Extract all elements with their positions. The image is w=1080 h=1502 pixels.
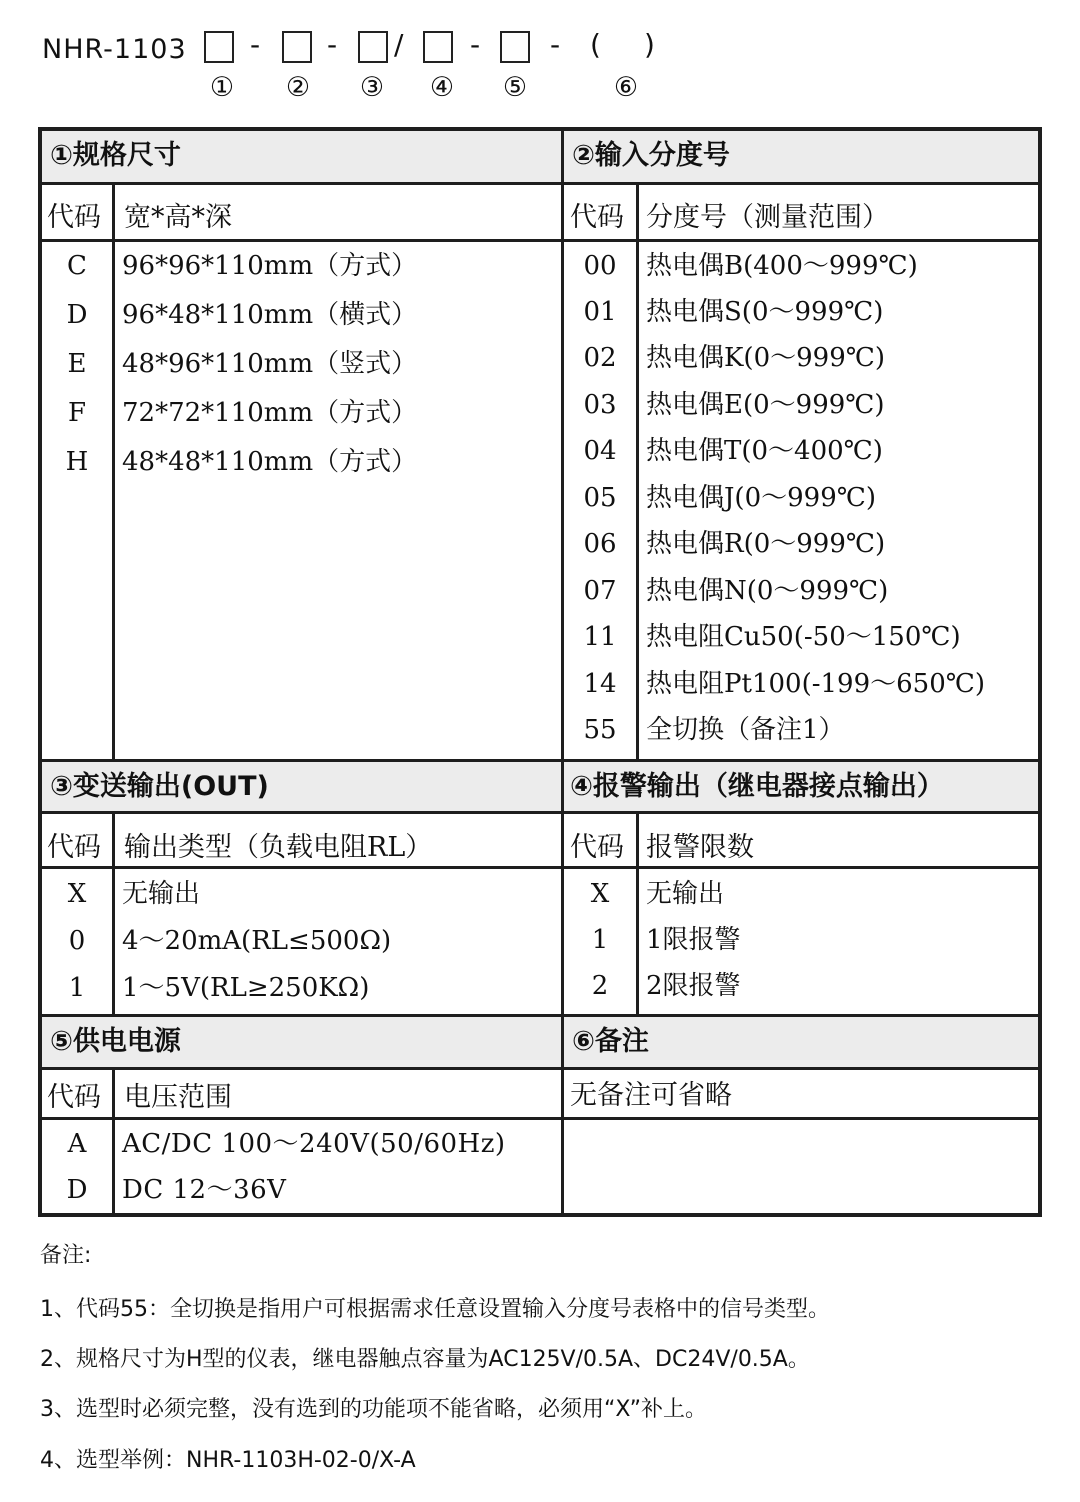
s2-row-code: 02 <box>583 343 617 373</box>
rule <box>112 185 115 759</box>
slot-box-1 <box>204 31 234 63</box>
separator-3: / <box>394 28 404 61</box>
slot-box-2 <box>282 31 312 63</box>
rule <box>42 866 1038 869</box>
s2-row-desc: 热电偶K(0～999℃) <box>646 343 885 373</box>
rule <box>42 759 1038 762</box>
paren-close: ) <box>644 28 655 61</box>
s3-row-desc: 4～20mA(RL≤500Ω) <box>122 926 392 956</box>
model-name: NHR-1103 <box>42 34 187 65</box>
s3-row-desc: 1～5V(RL≥250KΩ) <box>122 973 370 1003</box>
rule <box>42 1067 1038 1070</box>
s1-row-code: D <box>66 300 88 330</box>
s5-row-code: D <box>66 1175 88 1205</box>
section-1-title: ①规格尺寸 <box>42 131 561 182</box>
rule <box>112 1070 115 1213</box>
slot-number-6: ⑥ <box>613 72 639 103</box>
s4-col-code: 代码 <box>570 832 624 863</box>
s6-desc: 无备注可省略 <box>570 1080 732 1111</box>
slot-number-4: ④ <box>429 72 455 103</box>
s2-row-code: 07 <box>583 576 617 606</box>
slot-box-4 <box>423 31 453 63</box>
s5-col-desc: 电压范围 <box>124 1082 232 1113</box>
slot-number-2: ② <box>285 72 311 103</box>
s2-row-desc: 热电偶E(0～999℃) <box>646 390 885 420</box>
s2-row-desc: 热电阻Pt100(-199～650℃) <box>646 669 985 699</box>
s2-row-desc: 热电偶B(400～999℃) <box>646 251 918 281</box>
slot-number-1: ① <box>209 72 235 103</box>
note-line-4: 4、选型举例：NHR-1103H-02-0/X-A <box>40 1448 416 1473</box>
s1-row-desc: 48*48*110mm（方式） <box>122 447 418 477</box>
s2-col-code: 代码 <box>570 202 624 233</box>
s1-row-desc: 72*72*110mm（方式） <box>122 398 418 428</box>
rule <box>42 1117 1038 1120</box>
note-line-3: 3、选型时必须完整，没有选到的功能项不能省略，必须用“X”补上。 <box>40 1397 707 1422</box>
s5-row-desc: DC 12～36V <box>122 1175 287 1205</box>
s4-col-desc: 报警限数 <box>646 832 754 863</box>
rule <box>636 185 639 759</box>
s1-row-desc: 96*96*110mm（方式） <box>122 251 418 281</box>
s4-row-desc: 2限报警 <box>646 971 741 1001</box>
s2-row-code: 14 <box>583 669 617 699</box>
s4-row-desc: 1限报警 <box>646 925 741 955</box>
s2-row-code: 04 <box>583 436 617 466</box>
s1-row-code: F <box>67 398 87 428</box>
s5-row-code: A <box>67 1129 87 1159</box>
section-6-title: ⑥备注 <box>564 1017 1038 1067</box>
slot-box-3 <box>358 31 388 63</box>
s1-row-code: C <box>67 251 87 281</box>
section-2-title: ②输入分度号 <box>564 131 1038 182</box>
selection-table <box>38 127 1042 1217</box>
s4-row-code: 2 <box>591 971 609 1001</box>
s2-row-desc: 热电偶T(0～400℃) <box>646 436 883 466</box>
separator-5: - <box>550 28 561 61</box>
s1-row-desc: 96*48*110mm（横式） <box>122 300 418 330</box>
s3-row-code: 0 <box>68 926 86 956</box>
notes-title: 备注: <box>40 1243 92 1268</box>
slot-number-5: ⑤ <box>502 72 528 103</box>
s2-row-code: 01 <box>583 297 617 327</box>
note-line-2: 2、规格尺寸为H型的仪表，继电器触点容量为AC125V/0.5A、DC24V/0.5A。 <box>40 1347 810 1372</box>
s2-row-desc: 热电偶N(0～999℃) <box>646 576 889 606</box>
separator-1: - <box>250 28 261 61</box>
s2-row-code: 00 <box>583 251 617 281</box>
s3-row-code: 1 <box>68 973 86 1003</box>
s2-row-code: 11 <box>583 622 617 652</box>
slot-number-3: ③ <box>359 72 385 103</box>
rule <box>112 814 115 1014</box>
note-line-1: 1、代码55：全切换是指用户可根据需求任意设置输入分度号表格中的信号类型。 <box>40 1297 830 1322</box>
s2-row-desc: 热电偶R(0～999℃) <box>646 529 886 559</box>
s5-row-desc: AC/DC 100～240V(50/60Hz) <box>122 1129 506 1159</box>
s2-row-code: 55 <box>583 715 617 745</box>
s1-row-code: H <box>65 447 89 477</box>
s3-row-code: X <box>67 879 87 909</box>
rule <box>42 811 1038 814</box>
s3-row-desc: 无输出 <box>122 879 201 909</box>
s1-row-desc: 48*96*110mm（竖式） <box>122 349 418 379</box>
section-5-title: ⑤供电电源 <box>42 1017 561 1067</box>
slot-box-5 <box>500 31 530 63</box>
s2-row-code: 06 <box>583 529 617 559</box>
s1-col-desc: 宽*高*深 <box>124 202 232 233</box>
s3-col-desc: 输出类型（负载电阻RL） <box>124 832 433 863</box>
section-3-title: ③变送输出(OUT) <box>42 762 561 811</box>
s1-row-code: E <box>67 349 87 379</box>
s4-row-code: X <box>590 879 610 909</box>
rule <box>42 182 1038 185</box>
s3-col-code: 代码 <box>47 832 101 863</box>
rule <box>42 1014 1038 1017</box>
s2-row-desc: 热电偶J(0～999℃) <box>646 483 876 513</box>
paren-open: ( <box>590 28 601 61</box>
separator-4: - <box>470 28 481 61</box>
s1-col-code: 代码 <box>47 202 101 233</box>
s4-row-code: 1 <box>591 925 609 955</box>
section-4-title: ④报警输出（继电器接点输出） <box>564 762 1038 811</box>
s2-row-desc: 全切换（备注1） <box>646 715 845 745</box>
s5-col-code: 代码 <box>47 1082 101 1113</box>
s2-row-desc: 热电阻Cu50(-50～150℃) <box>646 622 961 652</box>
s2-row-code: 03 <box>583 390 617 420</box>
rule <box>42 239 1038 242</box>
separator-2: - <box>327 28 338 61</box>
s2-row-desc: 热电偶S(0～999℃) <box>646 297 884 327</box>
s2-col-desc: 分度号（测量范围） <box>646 202 889 233</box>
s4-row-desc: 无输出 <box>646 879 725 909</box>
s2-row-code: 05 <box>583 483 617 513</box>
rule <box>636 814 639 1014</box>
